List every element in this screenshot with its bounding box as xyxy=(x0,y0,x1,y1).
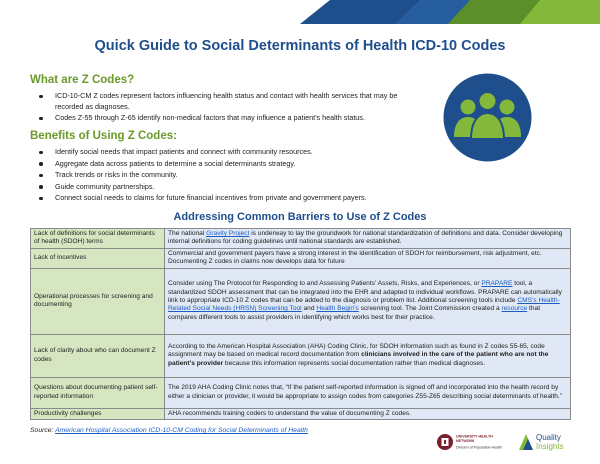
row-description: The 2019 AHA Coding Clinic notes that, “If the patient self-reported information is signed off and incorporated into the health record by either a clinician or provider, it would be appropriate to assign codes from categories Z55-Z65 describing social determinants of health.” xyxy=(165,377,571,408)
svg-text:Insights: Insights xyxy=(536,442,564,451)
row-label: Productivity challenges xyxy=(31,408,165,419)
list-item: Aggregate data across patients to determine a social determinants strategy. xyxy=(30,159,425,170)
row-description: AHA recommends training coders to understand the value of documenting Z codes. xyxy=(165,408,571,419)
row-description: According to the American Hospital Association (AHA) Coding Clinic, for SDOH information such as found in Z codes 55-65, code assignment may be based on medical record documentation from clinicians involved in the care of the patient who are not the patient’s provider because this information represents social documentation rather than medical diagnoses. xyxy=(165,334,571,377)
table-row xyxy=(31,377,571,408)
cms-hrsn-screening-tool-link[interactable]: CMS’s Health-Related Social Needs (HRSN) Screening Tool xyxy=(168,296,560,313)
health-begins-link[interactable]: Health Begin’s xyxy=(316,305,359,313)
row-label: Questions about documenting patient self-reported information xyxy=(31,377,165,408)
list-item: Codes Z-55 through Z-65 identify non-medical factors that may influence a patient’s health status. xyxy=(30,113,425,124)
barriers-heading: Addressing Common Barriers to Use of Z Codes xyxy=(173,211,427,223)
what-are-z-codes-heading: What are Z Codes? xyxy=(30,74,135,86)
row-description: Commercial and government payers have a strong interest in the identification of SDOH for reimbursement, risk adjustment, etc. Documenting Z codes in claims now develops data for future xyxy=(165,248,571,268)
row-label: Lack of definitions for social determinants of health (SDOH) terms xyxy=(31,229,165,249)
table-row xyxy=(31,408,571,419)
list-item: Guide community partnerships. xyxy=(30,182,425,193)
quality-insights-logo xyxy=(516,430,574,454)
aha-coding-source-link[interactable]: American Hospital Association ICD-10-CM Coding for Social Determinants of Health xyxy=(55,427,308,434)
community-people-icon xyxy=(443,73,532,162)
row-description: The national Gravity Project is underway to lay the groundwork for national standardization of definitions and data. Consider developing internal definitions for coding guidelines until national standards are established. xyxy=(165,229,571,249)
gravity-project-link[interactable]: Gravity Project xyxy=(206,230,250,237)
list-item: Track trends or risks in the community. xyxy=(30,170,425,181)
row-label: Lack of incentives xyxy=(31,248,165,268)
svg-text:Quality: Quality xyxy=(536,433,561,442)
benefits-heading: Benefits of Using Z Codes: xyxy=(30,130,177,142)
university-health-network-logo xyxy=(436,431,513,453)
list-item: ICD-10-CM Z codes represent factors influencing health status and contact with health services that may be recorded as diagnoses. xyxy=(30,91,425,112)
list-item: Identify social needs that impact patients and connect with community resources. xyxy=(30,147,425,158)
prapare-link[interactable]: PRAPARE xyxy=(481,280,513,288)
benefits-bullets xyxy=(30,147,425,205)
list-item: Connect social needs to claims for future financial incentives from private and government payers. xyxy=(30,193,425,204)
table-row xyxy=(31,248,571,268)
table-row xyxy=(31,334,571,377)
barriers-table xyxy=(30,228,571,420)
svg-text:UNIVERSITY HEALTH: UNIVERSITY HEALTH xyxy=(456,434,493,439)
joint-commission-resource-link[interactable]: resource xyxy=(501,305,528,313)
table-row xyxy=(31,229,571,249)
row-label: Operational processes for screening and documenting xyxy=(31,268,165,334)
row-description: Consider using The Protocol for Responding to and Assessing Patients’ Assets, Risks, and Experiences, or PRAPARE tool, a standardized SDOH assessment that can be integrated into the EHR and adapted to individual workflows. PRAPARE can automatically link to appropriate ICD-10 Z codes that can be added to the diagnosis or problem list. Additional screening tools include CMS’s Health-Related Social Needs (HRSN) Screening Tool and Health Begin’s screening tool. The Joint Commission created a resource that compares different tools to assist providers in identifying which works best for their practice. xyxy=(165,268,571,334)
row-label: Lack of clarity about who can document Z codes xyxy=(31,334,165,377)
svg-text:Division of Population Health: Division of Population Health xyxy=(456,445,502,450)
top-decorative-band xyxy=(0,0,600,24)
table-row xyxy=(31,268,571,334)
page-title: Quick Guide to Social Determinants of Health ICD-10 Codes xyxy=(94,38,506,54)
what-bullets xyxy=(30,91,425,125)
svg-text:NETWORK: NETWORK xyxy=(456,439,475,443)
source-note: Source: American Hospital Association ICD-10-CM Coding for Social Determinants of Health xyxy=(30,427,308,434)
